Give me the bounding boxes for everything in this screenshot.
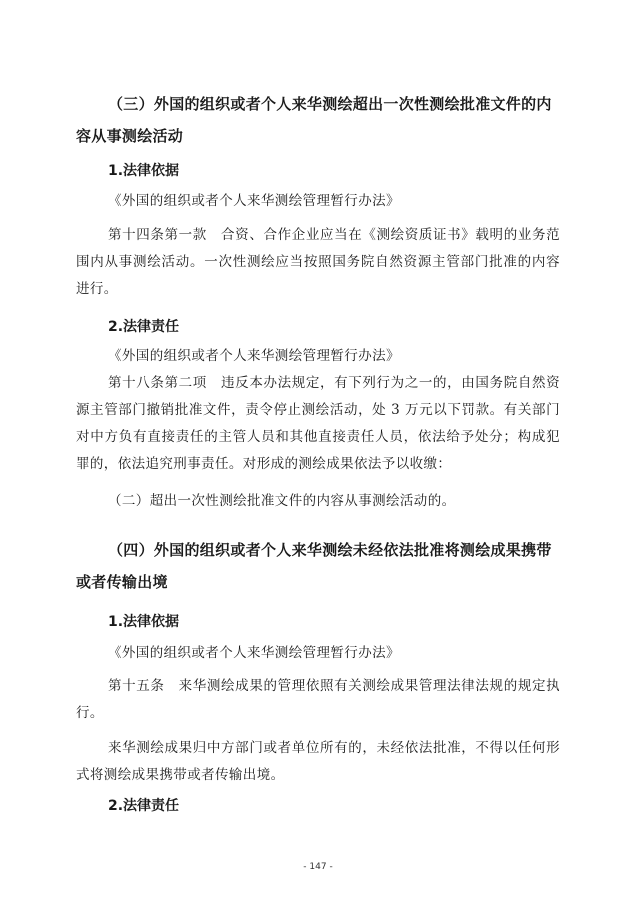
section-3-liability-article: 第十八条第二项 违反本办法规定，有下列行为之一的，由国务院自然资源主管部门撤销批准文件，责令停止测绘活动，处 3 万元以下罚款。有关部门对中方负有直接责任的主管人员和其他直接责任人员，依法给予处分；构成犯罪的，依法追究刑事责任。对形成的测绘成果依法予以收缴：	[76, 375, 560, 472]
section-3-liability-law: 《外国的组织或者个人来华测绘管理暂行办法》	[108, 348, 400, 364]
section-3-basis-article: 第十四条第一款 合资、合作企业应当在《测绘资质证书》载明的业务范围内从事测绘活动。一次性测绘应当按照国务院自然资源主管部门批准的内容进行。	[76, 227, 560, 297]
section-3-basis-label: 1.法律依据	[108, 163, 180, 179]
section-4-basis-law: 《外国的组织或者个人来华测绘管理暂行办法》	[108, 645, 400, 661]
section-3-liability-item: （二）超出一次性测绘批准文件的内容从事测绘活动的。	[108, 493, 456, 509]
section-3-basis-law: 《外国的组织或者个人来华测绘管理暂行办法》	[108, 193, 400, 209]
section-4-basis-article-1: 第十五条 来华测绘成果的管理依照有关测绘成果管理法律法规的规定执行。	[76, 678, 560, 721]
section-4-liability-label: 2.法律责任	[108, 798, 180, 814]
section-3-heading: （三）外国的组织或者个人来华测绘超出一次性测绘批准文件的内容从事测绘活动	[76, 95, 552, 145]
section-4-basis-article-2: 来华测绘成果归中方部门或者单位所有的，未经依法批准，不得以任何形式将测绘成果携带或者传输出境。	[76, 740, 560, 783]
section-3-liability-label: 2.法律责任	[108, 319, 180, 335]
page-number: - 147 -	[303, 862, 333, 872]
section-4-basis-label: 1.法律依据	[108, 614, 180, 630]
section-4-heading: （四）外国的组织或者个人来华测绘未经依法批准将测绘成果携带或者传输出境	[76, 541, 552, 591]
